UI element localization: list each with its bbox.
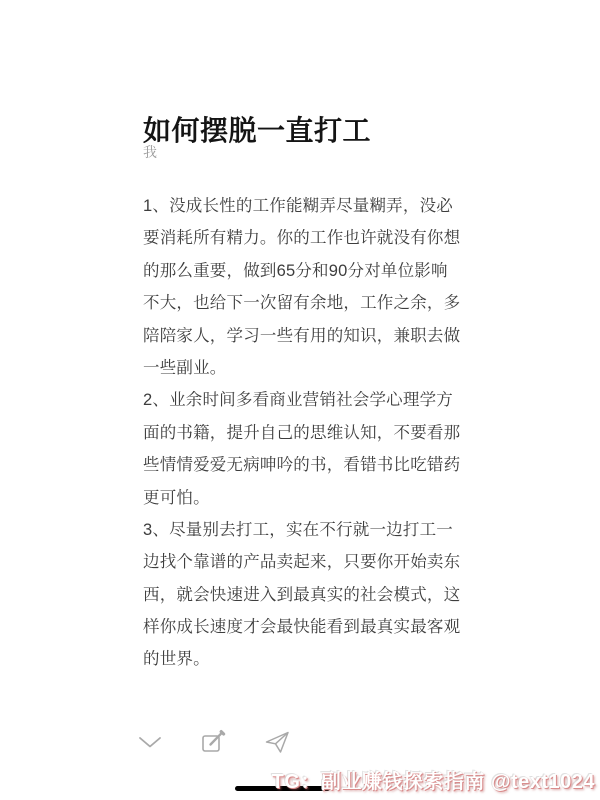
chevron-down-icon [138,736,162,749]
body-line: 2、业余时间多看商业营销社会学心理学方 [143,391,453,410]
watermark-text: TG：副业赚钱探索指南 @text1024 [271,771,595,793]
collapse-button[interactable] [138,728,162,756]
body-line: 的世界。 [143,650,210,669]
note-author: 我 [143,144,157,160]
bottom-toolbar [138,728,290,756]
body-line: 3、尽量别去打工，实在不行就一边打工一 [143,520,453,539]
body-line: 面的书籍，提升自己的思维认知，不要看那 [143,423,461,442]
edit-pencil-icon [200,729,227,755]
body-line: 样你成长速度才会最快能看到最真实最客观 [143,618,461,637]
send-button[interactable] [265,728,290,756]
paper-plane-icon [265,731,290,754]
body-line: 西，就会快速进入到最真实的社会模式，这 [143,585,461,604]
body-line: 陪陪家人，学习一些有用的知识，兼职去做 [143,326,461,345]
body-line: 1、没成长性的工作能糊弄尽量糊弄，没必 [143,197,453,215]
body-line: 些情情爱爱无病呻吟的书，看错书比吃错药 [143,456,461,475]
note-title: 如何摆脱一直打工 [143,114,372,146]
body-line: 要消耗所有精力。你的工作也许就没有你想 [143,229,461,248]
body-line: 一些副业。 [143,358,227,377]
body-line: 边找个靠谱的产品卖起来，只要你开始卖东 [143,553,461,572]
body-line: 不大，也给下一次留有余地，工作之余，多 [143,294,461,313]
compose-button[interactable] [200,728,227,756]
note-body [143,190,460,676]
body-line: 的那么重要，做到65分和90分对单位影响 [143,261,448,280]
body-line: 更可怕。 [143,488,210,507]
